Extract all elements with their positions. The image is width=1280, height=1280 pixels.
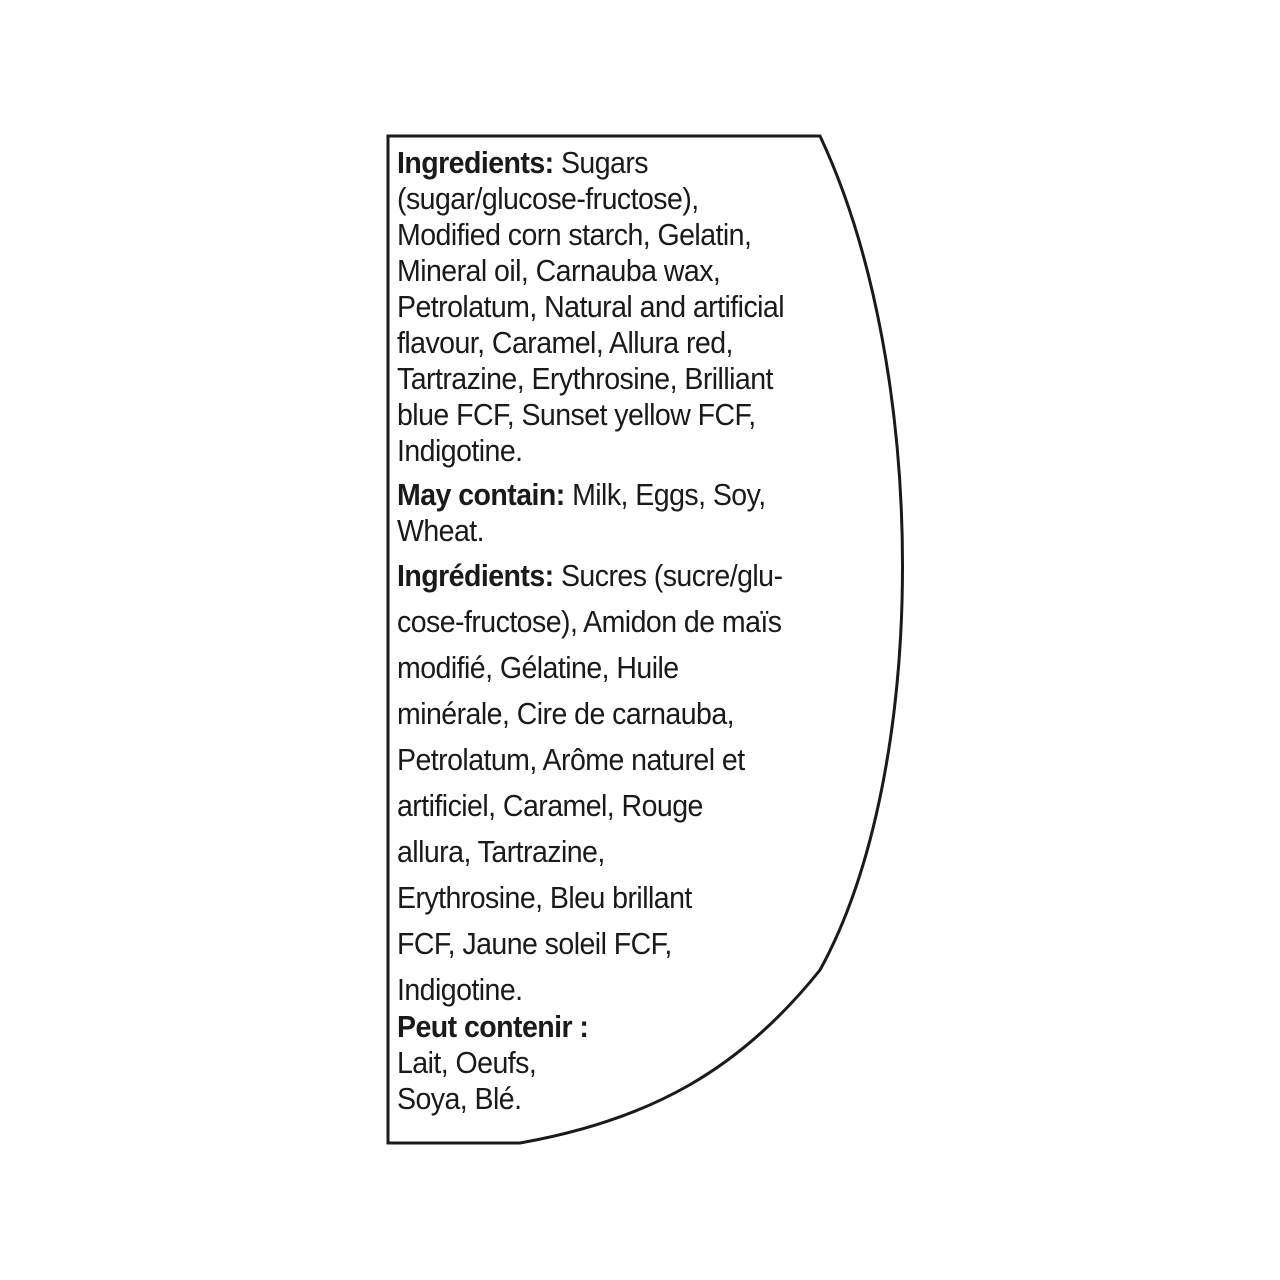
english-may-contain-line: Wheat. bbox=[397, 513, 485, 548]
french-ingredients-section bbox=[397, 553, 829, 1013]
french-ingredients-line-1 bbox=[397, 553, 829, 599]
french-may-contain-heading-line bbox=[397, 1009, 829, 1045]
french-ingredients-heading: Ingrédients: bbox=[397, 558, 554, 593]
french-ingredients-line: modifié, Gélatine, Huile bbox=[397, 650, 679, 685]
english-ingredients-section bbox=[397, 145, 829, 469]
english-ingredients-line: blue FCF, Sunset yellow FCF, bbox=[397, 397, 756, 432]
french-may-contain-line: Soya, Blé. bbox=[397, 1081, 522, 1116]
french-may-contain-line: Lait, Oeufs, bbox=[397, 1045, 537, 1080]
french-ingredients-line: Petrolatum, Arôme naturel et bbox=[397, 742, 745, 777]
ingredient-label bbox=[397, 145, 829, 1117]
french-ingredients-text: Sucres (sucre/glu- bbox=[553, 558, 783, 593]
french-may-contain-section bbox=[397, 1009, 829, 1117]
english-ingredients-line: Mineral oil, Carnauba wax, bbox=[397, 253, 721, 288]
english-ingredients-line: Tartrazine, Erythrosine, Brilliant bbox=[397, 361, 773, 396]
english-may-contain-line-1 bbox=[397, 477, 829, 513]
french-ingredients-line: artificiel, Caramel, Rouge bbox=[397, 788, 703, 823]
french-ingredients-line: allura, Tartrazine, bbox=[397, 834, 605, 869]
english-ingredients-heading: Ingredients: bbox=[397, 145, 554, 180]
french-ingredients-line: minérale, Cire de carnauba, bbox=[397, 696, 735, 731]
english-ingredients-text: Sugars bbox=[553, 145, 649, 180]
french-may-contain-heading: Peut contenir : bbox=[397, 1009, 589, 1044]
english-ingredients-line: Indigotine. bbox=[397, 433, 523, 468]
french-ingredients-line: Indigotine. bbox=[397, 972, 523, 1007]
english-ingredients-line: (sugar/glucose-fructose), bbox=[397, 181, 699, 216]
french-ingredients-line: Erythrosine, Bleu brillant bbox=[397, 880, 692, 915]
english-may-contain-text: Milk, Eggs, Soy, bbox=[564, 477, 766, 512]
english-ingredients-line: Petrolatum, Natural and artificial bbox=[397, 289, 785, 324]
english-ingredients-line-1 bbox=[397, 145, 829, 181]
french-ingredients-line: FCF, Jaune soleil FCF, bbox=[397, 926, 672, 961]
english-may-contain-heading: May contain: bbox=[397, 477, 565, 512]
english-ingredients-line: flavour, Caramel, Allura red, bbox=[397, 325, 733, 360]
french-ingredients-line: cose-fructose), Amidon de maïs bbox=[397, 604, 782, 639]
english-may-contain-section bbox=[397, 477, 829, 549]
english-ingredients-line: Modified corn starch, Gelatin, bbox=[397, 217, 752, 252]
